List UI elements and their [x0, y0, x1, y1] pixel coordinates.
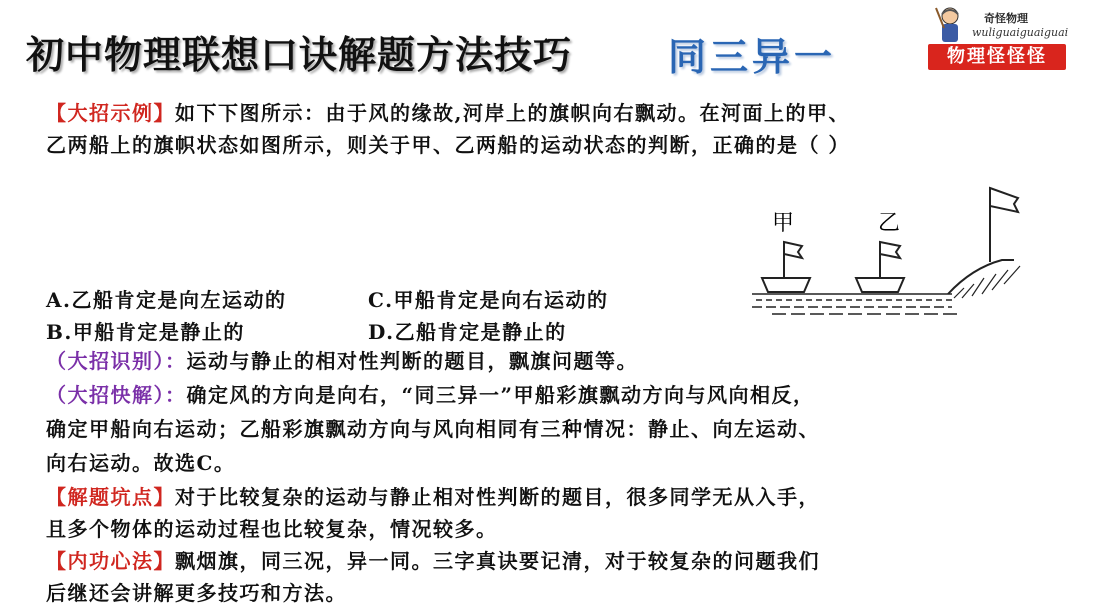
method-tag: 【内功心法】 — [46, 549, 175, 573]
identify-tag: （大招识别）： — [46, 349, 187, 373]
option-a: A.乙船肯定是向左运动的 — [46, 288, 287, 312]
quick-line-1 — [46, 380, 815, 410]
example-tag: 【大招示例】 — [46, 101, 175, 125]
diagram-label-jia: 甲 — [772, 211, 795, 236]
method-text-1: 飘烟旗，同三况，异一同。三字真诀要记清，对于较复杂的问题我们 — [175, 549, 820, 573]
example-line-1 — [46, 98, 850, 128]
diagram-label-yi: 乙 — [878, 211, 901, 236]
quick-text-1: 确定风的方向是向右，“同三异一”甲船彩旗飘动方向与风向相反， — [186, 383, 815, 407]
identify-line — [46, 346, 638, 376]
quick-line-3: 向右运动。故选C。 — [46, 451, 236, 475]
teacher-figure-icon — [930, 4, 968, 44]
pitfall-line-2: 且多个物体的运动过程也比较复杂，情况较多。 — [46, 517, 498, 541]
example-line-2: 乙两船上的旗帜状态如图所示，则关于甲、乙两船的运动状态的判断，正确的是（ ） — [46, 133, 850, 157]
logo-banner: 物理怪怪怪 — [928, 44, 1066, 70]
option-d: D.乙船肯定是静止的 — [368, 320, 567, 344]
method-line-1 — [46, 546, 820, 576]
quick-line-2: 确定甲船向右运动；乙船彩旗飘动方向与风向相同有三种情况：静止、向左运动、 — [46, 417, 820, 441]
page-title: 初中物理联想口诀解题方法技巧 — [26, 33, 573, 77]
method-line-2: 后继还会讲解更多技巧和方法。 — [46, 581, 347, 605]
page-subtitle: 同三异一 — [668, 35, 837, 79]
option-b: B.甲船肯定是静止的 — [46, 320, 245, 344]
option-c: C.甲船肯定是向右运动的 — [368, 288, 609, 312]
brand-logo — [922, 4, 1068, 70]
example-text-1: 如下下图所示：由于风的缘故,河岸上的旗帜向右飘动。在河面上的甲、 — [175, 101, 850, 125]
logo-en-name: wuliguaiguaiguai — [972, 26, 1069, 39]
identify-text: 运动与静止的相对性判断的题目，飘旗问题等。 — [186, 349, 638, 373]
pitfall-tag: 【解题坑点】 — [46, 485, 175, 509]
quick-tag: （大招快解）： — [46, 383, 187, 407]
pitfall-text-1: 对于比较复杂的运动与静止相对性判断的题目，很多同学无从入手， — [175, 485, 820, 509]
logo-cn-name: 奇怪物理 — [984, 12, 1028, 25]
pitfall-line-1 — [46, 482, 820, 512]
boats-flags-diagram — [752, 180, 1052, 330]
